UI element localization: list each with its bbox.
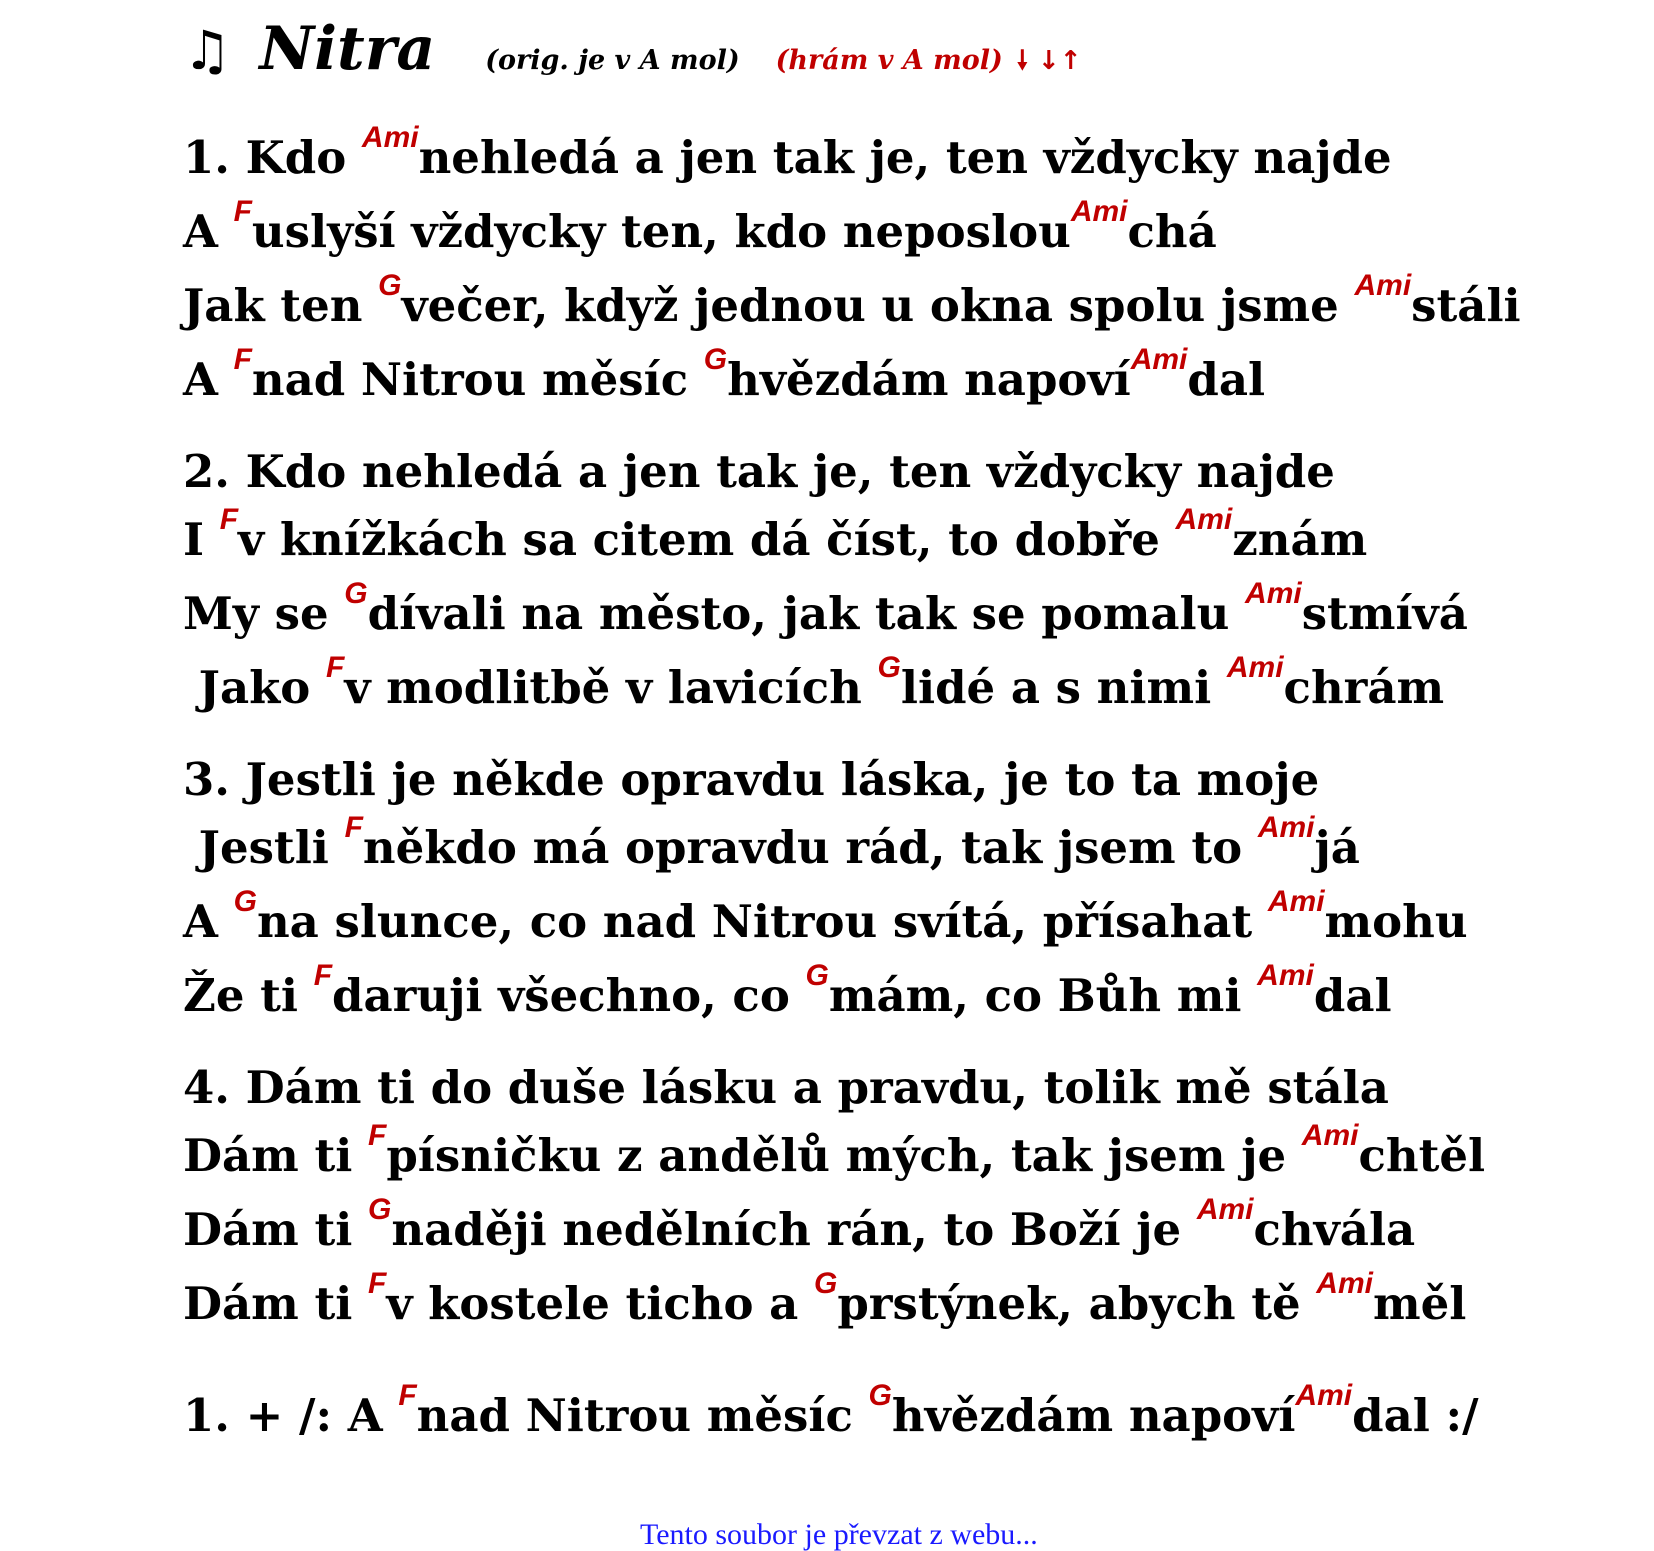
- lyric-text: dal :/: [1352, 1389, 1479, 1442]
- lyric-text: 4. Dám ti do duše lásku a pravdu, tolik mě stála: [183, 1061, 1389, 1114]
- lyric-text: písničku z andělů mých, tak jsem je: [386, 1129, 1302, 1182]
- chord-label: G: [233, 885, 257, 918]
- chord-label: Ami: [1257, 959, 1314, 992]
- chord-label: Ami: [1257, 811, 1315, 844]
- lyric-line: [183, 577, 1468, 644]
- lyric-line: [183, 1379, 1479, 1446]
- lyric-text: A: [183, 353, 234, 406]
- lyric-text: nehledá a jen tak je, ten vždycky najde: [418, 131, 1392, 184]
- lyric-text: chtěl: [1358, 1129, 1486, 1182]
- original-key: (orig. je v A mol): [485, 45, 740, 76]
- lyric-text: stmívá: [1301, 587, 1468, 640]
- lyric-line: [183, 1193, 1416, 1260]
- chord-label: F: [219, 503, 239, 536]
- lyric-text: hvězdám napoví: [727, 353, 1131, 406]
- lyric-text: znám: [1232, 513, 1368, 566]
- lyric-line: [183, 1267, 1467, 1334]
- lyric-text: dal: [1313, 969, 1392, 1022]
- lyric-line: [183, 885, 1468, 952]
- song-title: Nitra: [259, 14, 436, 84]
- lyric-text: já: [1314, 821, 1360, 874]
- chord-label: Ami: [1267, 885, 1325, 918]
- lyric-text: My se: [183, 587, 345, 640]
- transpose-down-icon[interactable]: 🠗: [1016, 46, 1028, 76]
- lyric-text: měl: [1372, 1277, 1467, 1330]
- lyric-text: naději nedělních rán, to Boží je: [391, 1203, 1197, 1256]
- playing-key: (hrám v A mol): [775, 45, 1003, 76]
- footer-link[interactable]: Tento soubor je převzat z webu...: [640, 1518, 1038, 1551]
- chord-label: F: [233, 195, 252, 228]
- lyric-text: Jako: [183, 661, 326, 714]
- lyric-line: [183, 503, 1368, 570]
- chord-label: F: [398, 1379, 417, 1412]
- lyric-text: v knížkách sa citem dá číst, to dobře: [238, 513, 1176, 566]
- lyric-text: chá: [1127, 205, 1217, 258]
- lyric-text: 1. + /: A: [183, 1389, 399, 1442]
- chord-label: Ami: [1316, 1267, 1373, 1300]
- lyric-text: Dám ti: [183, 1203, 369, 1256]
- lyric-text: Jak ten: [183, 279, 379, 332]
- chord-label: F: [313, 959, 333, 992]
- lyric-line: [183, 195, 1217, 262]
- lyric-text: dívali na město, jak tak se pomalu: [367, 587, 1246, 640]
- lyric-text: Že ti: [183, 969, 314, 1022]
- chord-label: F: [233, 343, 252, 376]
- lyric-line: [183, 1058, 1389, 1118]
- chord-label: G: [805, 959, 829, 992]
- lyric-text: někdo má opravdu rád, tak jsem to: [362, 821, 1258, 874]
- lyric-text: prstýnek, abych tě: [837, 1277, 1317, 1330]
- lyric-line: [183, 750, 1319, 810]
- chord-label: Ami: [1226, 651, 1284, 684]
- chord-label: Ami: [1354, 269, 1412, 302]
- transpose-controls: [1017, 42, 1092, 86]
- lyric-line: [183, 811, 1360, 878]
- lyric-text: lidé a s nimi: [900, 661, 1227, 714]
- song-header: [183, 14, 1091, 84]
- lyric-line: [183, 442, 1335, 502]
- chord-label: G: [703, 343, 728, 376]
- lyric-text: A: [183, 895, 234, 948]
- transpose-updown-icon[interactable]: ↓↑: [1037, 46, 1082, 76]
- chord-label: G: [368, 1193, 392, 1226]
- lyric-text: v kostele ticho a: [386, 1277, 814, 1330]
- chord-label: Ami: [1070, 195, 1128, 228]
- chord-label: G: [877, 651, 901, 684]
- lyric-line: [183, 121, 1392, 188]
- chord-label: G: [814, 1267, 838, 1300]
- lyric-line: [183, 343, 1266, 410]
- chord-label: F: [368, 1267, 387, 1300]
- chord-label: Ami: [1175, 503, 1233, 536]
- lyric-text: mám, co Bůh mi: [828, 969, 1258, 1022]
- lyric-text: mohu: [1324, 895, 1468, 948]
- chord-label: F: [325, 651, 345, 684]
- lyric-text: nad Nitrou měsíc: [251, 353, 704, 406]
- chord-label: Ami: [1295, 1379, 1353, 1412]
- music-note-icon: ♫: [183, 19, 232, 82]
- lyric-text: uslyší vždycky ten, kdo neposlou: [251, 205, 1071, 258]
- lyric-line: [183, 651, 1445, 718]
- chord-label: G: [378, 269, 402, 302]
- lyric-line: [183, 1119, 1486, 1186]
- lyric-text: daruji všechno, co: [332, 969, 806, 1022]
- lyric-text: v modlitbě v lavicích: [344, 661, 878, 714]
- lyric-text: 3. Jestli je někde opravdu láska, je to ta moje: [183, 753, 1320, 806]
- lyric-text: chrám: [1283, 661, 1445, 714]
- lyric-text: večer, když jednou u okna spolu jsme: [401, 279, 1355, 332]
- lyric-text: Jestli: [183, 821, 345, 874]
- chord-label: Ami: [1196, 1193, 1254, 1226]
- lyric-text: hvězdám napoví: [891, 1389, 1296, 1442]
- lyric-text: dal: [1187, 353, 1266, 406]
- chord-label: Ami: [1130, 343, 1188, 376]
- chord-label: Ami: [1301, 1119, 1359, 1152]
- lyric-text: Dám ti: [183, 1129, 369, 1182]
- chord-label: F: [368, 1119, 387, 1152]
- lyric-text: 1. Kdo: [183, 131, 362, 184]
- lyric-text: I: [183, 513, 220, 566]
- lyric-text: A: [183, 205, 234, 258]
- chord-label: Ami: [1245, 577, 1302, 610]
- lyric-text: na slunce, co nad Nitrou svítá, přísahat: [256, 895, 1268, 948]
- lyric-text: chvála: [1253, 1203, 1416, 1256]
- chord-label: F: [344, 811, 363, 844]
- chord-label: Ami: [361, 121, 419, 154]
- lyric-line: [183, 959, 1392, 1026]
- lyric-text: 2. Kdo nehledá a jen tak je, ten vždycky najde: [183, 445, 1335, 498]
- chord-label: G: [868, 1379, 892, 1412]
- lyric-text: nad Nitrou měsíc: [416, 1389, 869, 1442]
- chord-label: G: [344, 577, 368, 610]
- lyric-line: [183, 269, 1521, 336]
- lyric-text: Dám ti: [183, 1277, 369, 1330]
- lyric-text: stáli: [1411, 279, 1521, 332]
